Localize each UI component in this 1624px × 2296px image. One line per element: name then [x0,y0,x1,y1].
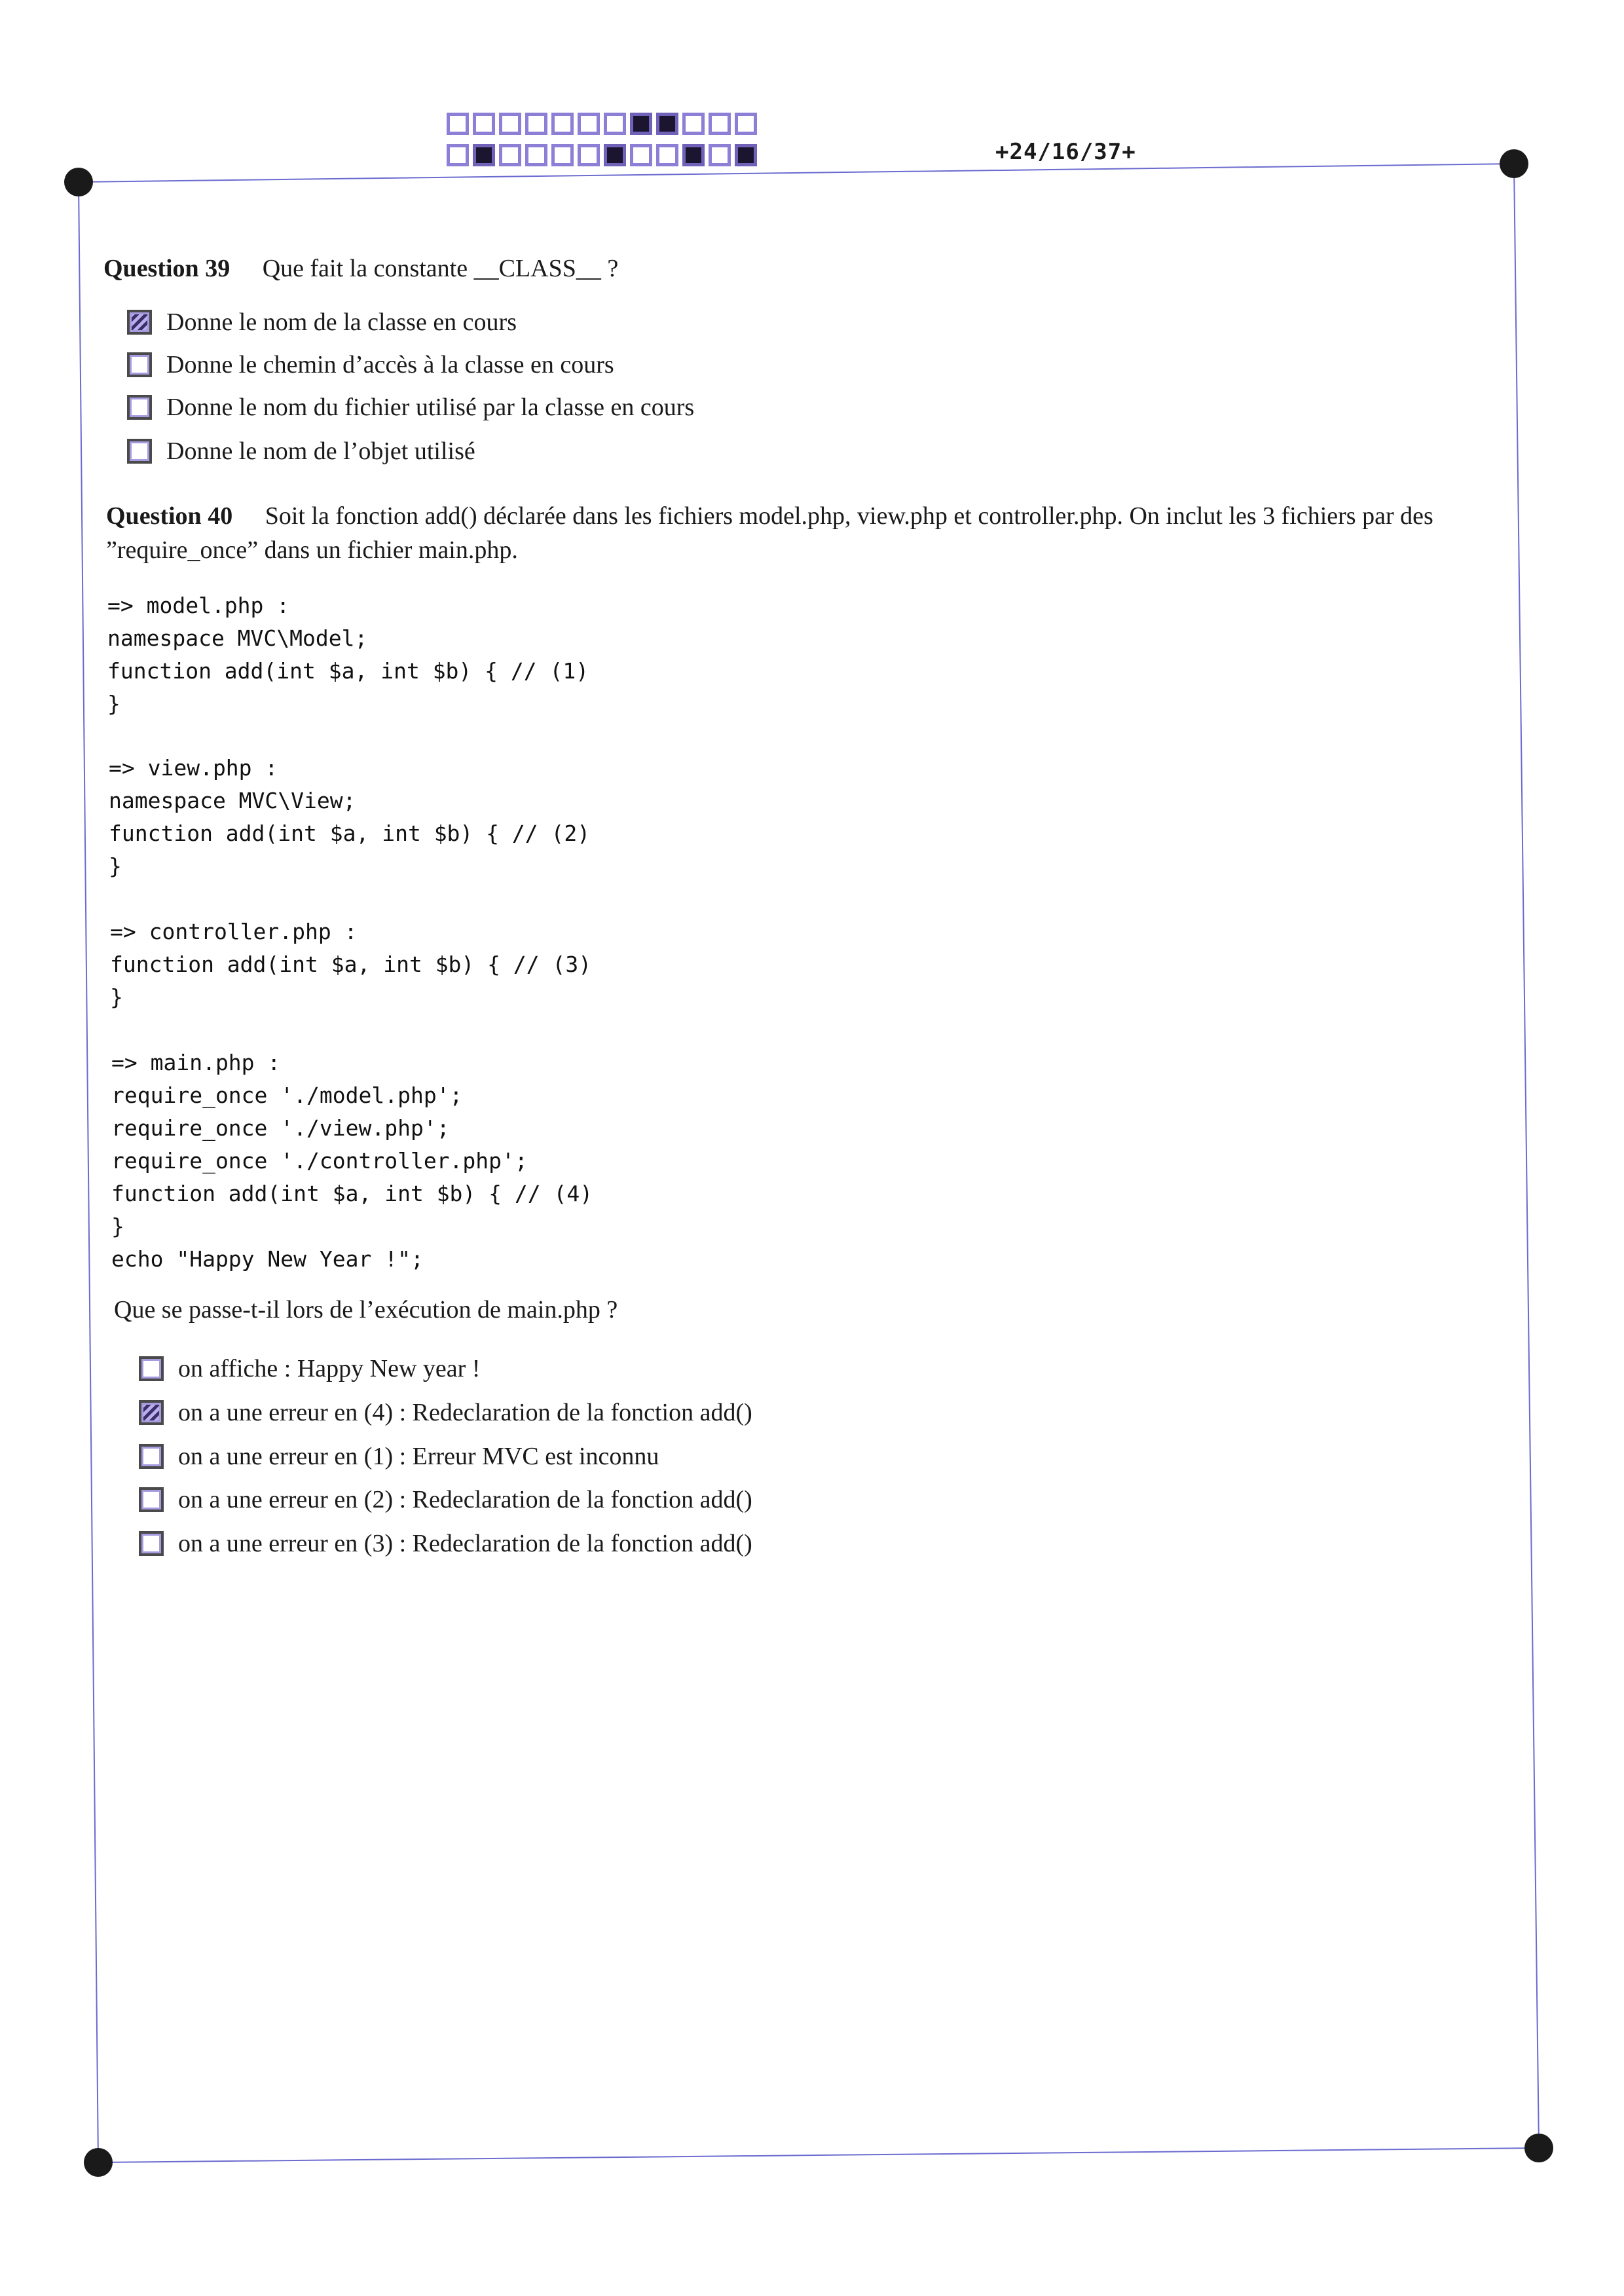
binary-id-box [578,144,600,166]
q39-answer-3[interactable] [127,393,694,422]
checkbox[interactable] [139,1531,164,1556]
binary-id-box [551,144,574,166]
answer-text: Donne le chemin d’accès à la classe en cours [166,351,614,379]
checkbox[interactable] [139,1444,164,1469]
binary-id-box [735,144,757,166]
binary-id-row-1 [447,113,761,135]
answer-text: on affiche : Happy New year ! [178,1355,481,1382]
answer-text: Donne le nom de la classe en cours [166,308,517,336]
answer-text: on a une erreur en (3) : Redeclaration de la fonction add() [178,1530,752,1557]
registration-mark-top-right [1500,149,1528,178]
binary-id-box [604,113,626,135]
binary-id-box [709,144,731,166]
binary-id-box [682,113,705,135]
question-label: Question 39 [103,255,231,282]
binary-id-box [447,144,469,166]
binary-id-box [656,113,678,135]
binary-id-box [735,113,757,135]
question-40 [106,499,1527,567]
binary-id-box [525,113,547,135]
question-label: Question 40 [106,502,233,530]
binary-id-row-2 [447,144,761,166]
checkbox[interactable] [127,352,152,377]
q40-answer-2[interactable] [139,1398,752,1427]
answer-text: on a une erreur en (4) : Redeclaration de la fonction add() [178,1399,752,1426]
answer-text: on a une erreur en (2) : Redeclaration de la fonction add() [178,1486,752,1513]
checkbox[interactable] [139,1400,164,1425]
code-block-model: => model.php : namespace MVC\Model; function add(int $a, int $b) { // (1) } [107,593,589,716]
binary-id-box [525,144,547,166]
binary-id-box [682,144,705,166]
q40-answer-5[interactable] [139,1529,752,1558]
q40-answer-3[interactable] [139,1442,659,1471]
checkbox[interactable] [127,439,152,464]
code-block-controller: => controller.php : function add(int $a, int $b) { // (3) } [110,919,592,1010]
registration-mark-bottom-right [1524,2134,1553,2162]
binary-id-box [709,113,731,135]
question-39 [103,254,618,283]
q39-answer-4[interactable] [127,437,475,466]
binary-id-box [447,113,469,135]
q39-answer-2[interactable] [127,350,614,379]
checkbox[interactable] [139,1487,164,1512]
binary-id-box [630,144,652,166]
answer-text: on a une erreur en (1) : Erreur MVC est inconnu [178,1443,659,1470]
registration-mark-bottom-left [84,2148,113,2177]
question-text: Soit la fonction add() déclarée dans les fichiers model.php, view.php et controller.php. On inclut les 3 fichiers par des ”require_once” dans un fichier main.php. [106,502,1433,564]
binary-id-box [499,113,521,135]
registration-mark-top-left [64,168,93,196]
binary-id-box [499,144,521,166]
binary-id-box [551,113,574,135]
checkbox[interactable] [127,395,152,420]
answer-text: Donne le nom de l’objet utilisé [166,437,475,465]
binary-id-box [473,113,495,135]
binary-id-box [656,144,678,166]
code-block-view: => view.php : namespace MVC\View; function add(int $a, int $b) { // (2) } [109,755,591,879]
q39-answer-1[interactable] [127,308,517,337]
checkbox[interactable] [127,310,152,335]
page-code: +24/16/37+ [995,139,1136,165]
code-block-main: => main.php : require_once './model.php'; require_once './view.php'; require_once './controller.php'; function add(int $a, int $b) { // (4) } echo "Happy New Year !"; [111,1050,593,1272]
binary-id-box [473,144,495,166]
q40-answer-1[interactable] [139,1354,480,1383]
question-40-prompt: Que se passe-t-il lors de l’exécution de main.php ? [114,1296,618,1324]
answer-text: Donne le nom du fichier utilisé par la classe en cours [166,394,695,421]
binary-id-box [604,144,626,166]
q40-answer-4[interactable] [139,1485,752,1514]
checkbox[interactable] [139,1356,164,1381]
question-text: Que fait la constante __CLASS__ ? [262,255,619,282]
binary-id-box [630,113,652,135]
binary-id-box [578,113,600,135]
